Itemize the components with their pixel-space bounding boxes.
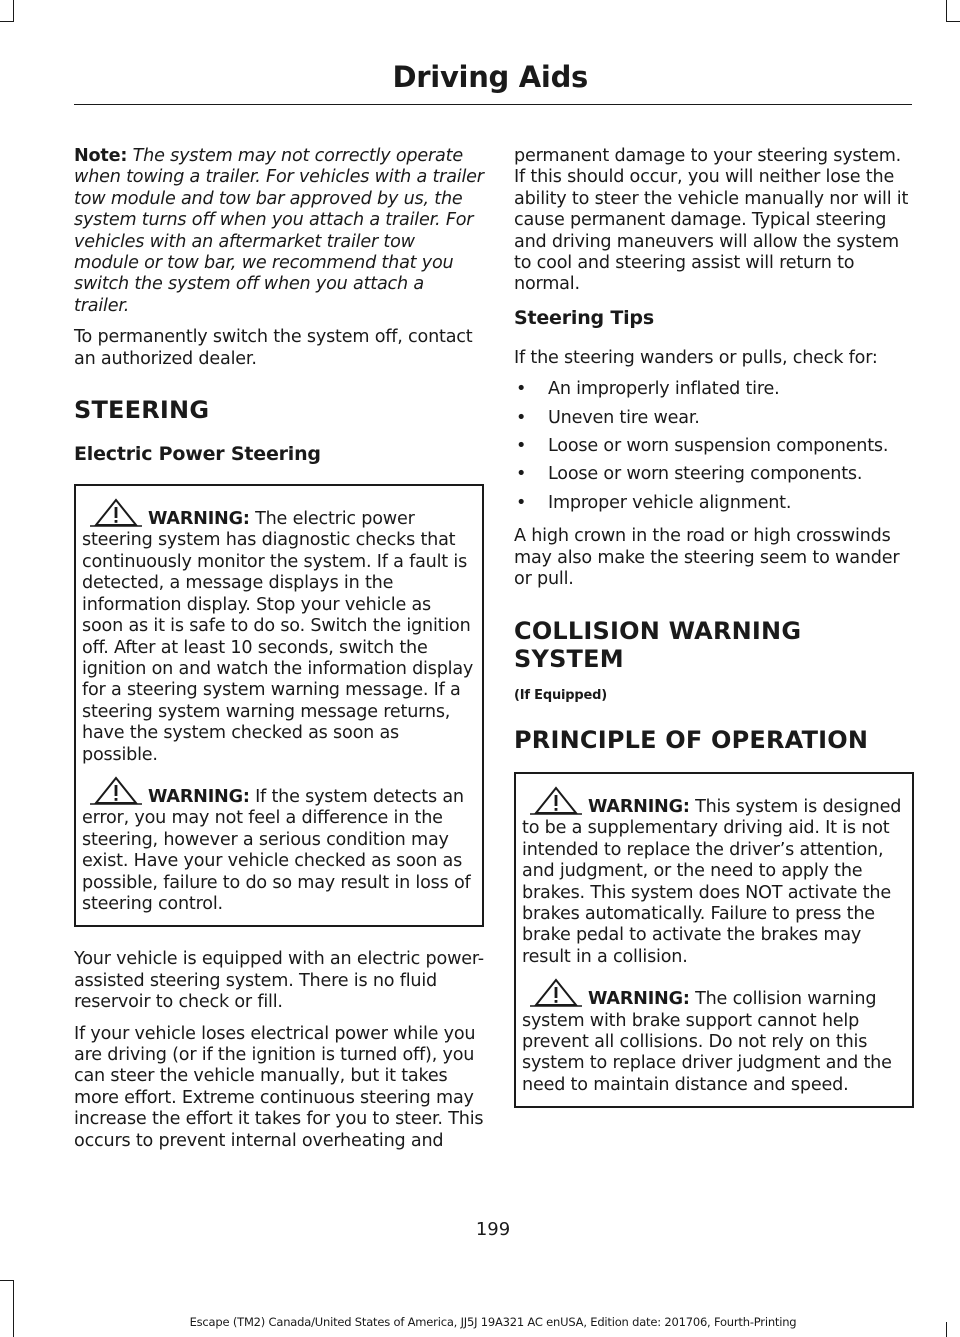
continued-paragraph: permanent damage to your steering system. If this should occur, you will neither lose the ability to steer the vehicle manually nor will it cause permanent damage. Typical steering and driving maneuvers will allow the system to cool and steering assist will return to normal. [514,146,909,295]
warning-label: WARNING: [588,796,690,817]
warning-text: This system is designed to be a supplementary driving aid. It is not intended to replace the driver’s attention, and judgment, or the need to apply the brakes. This system does NOT activate the brakes automatically. Failure to press the brake pedal to activate the brakes may result in a collision. [522,796,902,967]
warning-paragraph [522,786,906,968]
warning-box [514,772,914,1108]
list-item: • An improperly inflated tire. [514,379,914,400]
warning-triangle-icon [90,498,142,528]
right-column [514,146,914,1130]
warning-box [74,484,484,927]
warning-triangle-icon [530,978,582,1008]
heading-collision-warning-system: COLLISION WARNING SYSTEM [514,616,802,673]
heading-steering-tips: Steering Tips [514,306,654,329]
warning-text: The electric power steering system has diagnostic checks that continuously monitor the system. If a fault is detected, a message displays in the information display. Stop your vehicle as soon as it is safe to do so. Switch the ignition off. After at least 10 seconds, switch the ignition on and watch the information display for a steering system warning message. If a steering system warning message returns, have the system checked as soon as possible. [82,509,474,765]
note-paragraph [74,146,484,317]
heading-electric-power-steering: Electric Power Steering [74,443,321,466]
warning-text: The collision warning system with brake support cannot help prevent all collisions. Do not rely on this system to replace driver judgment and the need to maintain distance and speed. [522,989,892,1095]
equipped-paragraph: Your vehicle is equipped with an electric power-assisted steering system. There is no fluid reservoir to check or fill. [74,949,484,1013]
note-label: Note: [74,146,128,166]
crop-mark [0,21,14,22]
note-text: The system may not correctly operate when towing a trailer. For vehicles with a trailer tow module and tow bar approved by us, the system turns off when you attach a trailer. For vehicles with an aftermarket trailer tow module or tow bar, we recommend that you switch the system off when you attach a trailer. [74,146,484,316]
section-title: Driving Aids [392,60,588,94]
warning-triangle-icon [530,786,582,816]
heading-principle-of-operation: PRINCIPLE OF OPERATION [514,725,869,754]
warning-paragraph [82,776,476,915]
list-item: • Improper vehicle alignment. [514,493,914,514]
power-loss-paragraph: If your vehicle loses electrical power while you are driving (or if the ignition is turned off), you can steer the vehicle manually, but it takes more effort. Extreme continuous steering may increase the effort it takes for you to steer. This occurs to prevent internal overheating and [74,1023,484,1151]
warning-paragraph [522,978,906,1096]
left-column [74,146,484,1162]
switch-off-paragraph: To permanently switch the system off, contact an authorized dealer. [74,327,473,369]
list-item: • Loose or worn steering components. [514,464,914,485]
crown-paragraph: A high crown in the road or high crosswinds may also make the steering seem to wander or pull. [514,526,900,590]
heading-steering: STEERING [74,396,210,425]
crop-mark [946,21,960,22]
warning-label: WARNING: [148,509,250,530]
crop-mark [946,0,947,22]
warning-label: WARNING: [148,786,250,807]
warning-text: If the system detects an error, you may not feel a difference in the steering, however a serious condition may exist. Have your vehicle checked as soon as possible, failure to do so may result in loss of steering control. [82,786,471,914]
crop-mark [0,1280,14,1281]
steering-check-list [514,379,914,514]
warning-label: WARNING: [588,989,690,1010]
page-number: 199 [475,1219,511,1240]
check-for-paragraph: If the steering wanders or pulls, check for: [514,347,878,368]
if-equipped-label: (If Equipped) [514,687,607,703]
crop-mark [13,0,14,22]
warning-paragraph [82,498,476,766]
list-item: • Loose or worn suspension components. [514,436,914,457]
header-rule [74,104,912,105]
warning-triangle-icon [90,776,142,806]
edition-footer: Escape (TM2) Canada/United States of America, JJ5J 19A321 AC enUSA, Edition date: 201706, Fourth-Printing [189,1315,797,1329]
list-item: • Uneven tire wear. [514,408,914,429]
